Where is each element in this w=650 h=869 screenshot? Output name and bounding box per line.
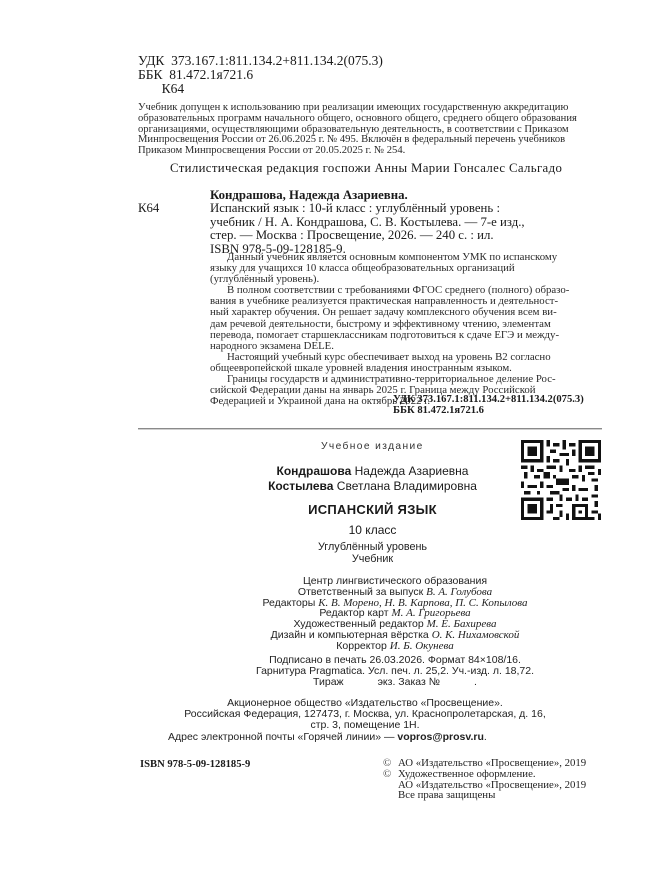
publisher-address: Российская Федерация, 127473, г. Москва, ул. Краснопролетарская, д. 16,: [184, 707, 546, 720]
hotline-email-link[interactable]: vopros@prosv.ru: [397, 731, 484, 743]
credit-name: О. К. Нихамовской: [431, 628, 520, 641]
credit-name: В. А. Голубова: [426, 585, 493, 598]
credit-name: М. Е. Бахирева: [426, 618, 497, 631]
edition-type: Учебное издание: [321, 441, 424, 452]
book-grade: 10 класс: [348, 523, 397, 537]
copyright-text: АО «Издательство «Просвещение», 2019: [398, 778, 587, 791]
credit-name: М. А. Григорьева: [391, 607, 471, 620]
credit-role: Художественный редактор: [293, 618, 424, 631]
imprint-author: [240, 479, 505, 494]
copyright-text: АО «Издательство «Просвещение», 2019: [398, 757, 587, 769]
credit-role: Редакторы: [262, 596, 316, 609]
hotline-end: .: [483, 731, 487, 743]
print-typeface: Гарнитура Pragmatica. Усл. печ. л. 25,2. Уч.-изд. л. 18,72.: [255, 664, 535, 677]
approval-notice: [138, 103, 620, 157]
annotation-line: Федерацией и Украиной дана на октябрь 2022 г.: [210, 395, 431, 408]
print-run: [230, 677, 560, 688]
credit-name: К. В. Морено, Н. В. Карпова, П. С. Копылова: [318, 596, 528, 609]
annotation: [210, 252, 620, 407]
annotation-line: В полном соответствии с требованиями ФГОС среднего (полного) образо-: [227, 284, 570, 297]
print-signed: Подписано в печать 26.03.2026. Формат 84×108/16.: [269, 654, 521, 666]
annotation-line: Границы государств и административно-территориальное деление Рос-: [227, 373, 556, 386]
record-line: учебник / Н. А. Кондрашова, С. В. Костылева. — 7-е изд.,: [210, 214, 525, 229]
record-mark: К64: [138, 201, 160, 216]
annotation-line: народного экзамена DELE.: [210, 339, 334, 352]
copyright-text: Художественное оформление.: [398, 767, 536, 780]
print-info: [230, 655, 560, 687]
approval-line: Приказом Минпросвещения России от 20.05.2025 г. № 254.: [138, 145, 406, 157]
annotation-line: общеевропейской шкале уровней владения иностранным языком.: [210, 361, 512, 374]
hotline-email-line: [168, 731, 487, 743]
approval-line: организациями, осуществляющими образовательную деятельность, в соответствии с Приказом: [138, 123, 569, 135]
copies-label: экз. Заказ №: [377, 675, 441, 688]
annotation-line: сийской Федерации даны на январь 2025 г. Граница между Российской: [210, 384, 536, 397]
isbn: ISBN 978-5-09-128185-9: [140, 759, 251, 770]
record-isbn: ISBN 978-5-09-128185-9.: [210, 241, 346, 256]
classification-footer: [393, 394, 584, 416]
publisher-name: Акционерное общество «Издательство «Просвещение».: [227, 697, 503, 709]
bibliographic-record: [138, 189, 622, 256]
annotation-line: вания в учебнике реализуется практическая направленность и деятельност-: [210, 295, 559, 308]
credit-line: [230, 641, 560, 652]
annotation-line: Данный учебник является основным компонентом УМК по испанскому: [227, 251, 558, 263]
copyright-block: [383, 758, 586, 801]
copyright-icon: ©: [383, 767, 392, 780]
book-type: Учебник: [351, 553, 394, 565]
udk-code: УДК 373.167.1:811.134.2+811.134.2(075.3): [393, 394, 584, 405]
author-surname: Костылева: [268, 478, 334, 493]
bbk-code: ББК 81.472.1я721.6: [393, 405, 484, 416]
credit-role: Центр лингвистического образования: [302, 575, 488, 587]
stylistic-editor-note: Стилистическая редакция госпожи Анны Марии Гонсалес Сальгадо: [170, 161, 563, 175]
credit-role: Редактор карт: [319, 607, 389, 620]
book-title: ИСПАНСКИЙ ЯЗЫК: [308, 502, 437, 517]
udk-code: УДК 373.167.1:811.134.2+811.134.2(075.3): [138, 53, 383, 68]
approval-line: образовательных программ начального общего, основного общего, среднего общего образования: [138, 112, 577, 124]
run-label: Тираж: [313, 675, 344, 688]
annotation-line: дам речевой деятельности, быстрому и эффективному чтению, элементам: [210, 317, 551, 330]
approval-line: Минпросвещения России от 26.06.2025 г. № 495. Включён в федеральный перечень учебников: [138, 134, 566, 146]
credit-role: Ответственный за выпуск: [297, 585, 424, 598]
annotation-line: Настоящий учебный курс обеспечивает выход на уровень В2 согласно: [227, 350, 551, 363]
rights-reserved: Все права защищены: [398, 789, 496, 802]
book-level: [240, 541, 505, 565]
copyright-line: [383, 790, 586, 801]
annotation-line: ный характер обучения. Он решает задачу комплексного обучения всем ви-: [210, 306, 557, 319]
author-given-name: Надежда Азариевна: [354, 464, 469, 478]
classification-header: [138, 54, 383, 96]
approval-line: Учебник допущен к использованию при реализации имеющих государственную аккредитацию: [138, 102, 569, 113]
author-surname: Кондрашова: [276, 464, 352, 478]
imprint-authors: [240, 464, 505, 493]
section-divider: [138, 428, 602, 430]
record-author: Кондрашова, Надежда Азариевна.: [210, 188, 408, 202]
bbk-code: ББК 81.472.1я721.6: [138, 67, 254, 82]
level-label: Углублённый уровень: [317, 541, 428, 553]
copyright-icon: ©: [383, 757, 392, 769]
hotline-label: Адрес электронной почты «Горячей линии» —: [168, 731, 398, 743]
order-suffix: .: [474, 675, 477, 688]
author-given-name: Светлана Владимировна: [336, 478, 477, 493]
credit-name: И. Б. Окунева: [389, 639, 454, 652]
record-line: Испанский язык : 10-й класс : углублённый уровень :: [210, 201, 500, 216]
record-line: стер. — Москва : Просвещение, 2026. — 240 с. : ил.: [210, 228, 494, 243]
credits: [230, 576, 560, 652]
credit-role: Дизайн и компьютерная вёрстка: [270, 628, 429, 641]
publisher-address: стр. 3, помещение 1Н.: [310, 718, 420, 731]
annotation-line: (углублённый уровень).: [210, 273, 320, 286]
imprint-author: [240, 464, 505, 479]
annotation-line: языку для учащихся 10 класса общеобразовательных организаций: [210, 262, 515, 275]
qr-code-icon[interactable]: [521, 440, 601, 520]
credit-role: Корректор: [336, 639, 387, 652]
annotation-line: перевода, помогает старшеклассникам подготовиться к сдаче ЕГЭ и между-: [210, 328, 560, 341]
author-mark: К64: [138, 81, 185, 96]
publisher-info: [170, 698, 560, 730]
